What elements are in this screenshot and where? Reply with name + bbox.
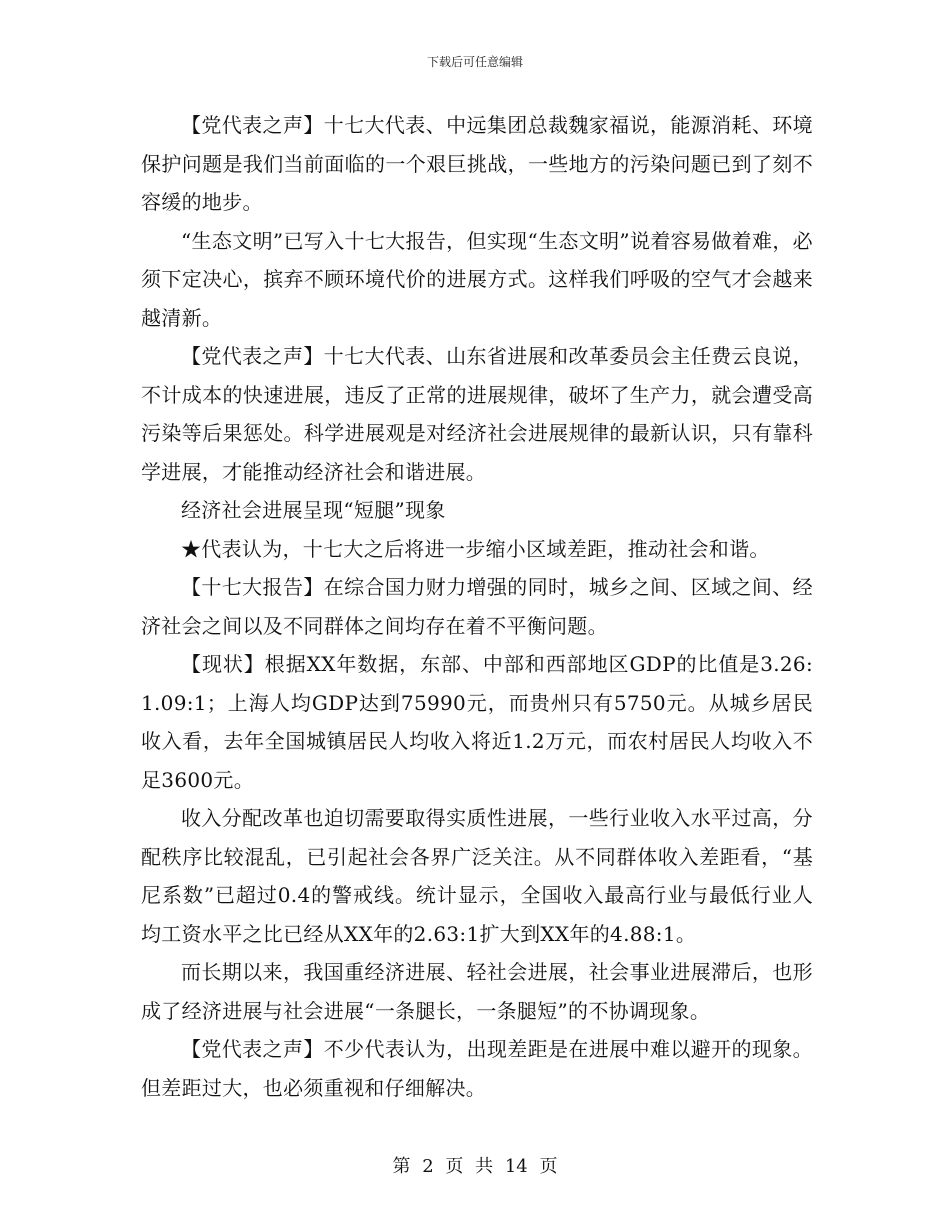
paragraph: ★代表认为，十七大之后将进一步缩小区域差距，推动社会和谐。 [181,536,770,561]
paragraph: 【十七大报告】在综合国力财力增强的同时，城乡之间、区域之间、经济社会之间以及不同群体之间均存在着不平衡问题。 [141,575,813,638]
paragraph: 【现状】根据XX年数据，东部、中部和西部地区GDP的比值是3.26:1.09:1；上海人均GDP达到75990元，而贵州只有5750元。从城乡居民收入看，去年全国城镇居民人均收入将近1.2万元，而农村居民人均收入不足3600元。 [141,652,813,792]
paragraph: 【党代表之声】十七大代表、山东省进展和改革委员会主任费云良说，不计成本的快速进展，违反了正常的进展规律，破坏了生产力，就会遭受高污染等后果惩处。科学进展观是对经济社会进展规律的最新认识，只有靠科学进展，才能推动经济社会和谐进展。 [141,344,813,484]
paragraph: 收入分配改革也迫切需要取得实质性进展，一些行业收入水平过高，分配秩序比较混乱，已引起社会各界广泛关注。从不同群体收入差距看，“基尼系数”已超过0.4的警戒线。统计显示，全国收入最高行业与最低行业人均工资水平之比已经从XX年的2.63:1扩大到XX年的4.88:1。 [141,806,813,946]
page-header: 下载后可任意编辑 [426,55,523,69]
section-heading: 经济社会进展呈现“短腿”现象 [181,498,446,522]
document-body [141,106,813,1107]
paragraph: 而长期以来，我国重经济进展、轻社会进展，社会事业进展滞后，也形成了经济进展与社会进展“一条腿长，一条腿短”的不协调现象。 [141,960,813,1023]
page-number-footer: 第 2 页 共 14 页 [392,1156,558,1177]
paragraph: “生态文明”已写入十七大报告，但实现“生态文明”说着容易做着难，必须下定决心，摈弃不顾环境代价的进展方式。这样我们呼吸的空气才会越来越清新。 [141,228,813,330]
paragraph: 【党代表之声】十七大代表、中远集团总裁魏家福说，能源消耗、环境保护问题是我们当前面临的一个艰巨挑战，一些地方的污染问题已到了刻不容缓的地步。 [141,113,813,214]
paragraph: 【党代表之声】不少代表认为，出现差距是在进展中难以避开的现象。但差距过大，也必须重视和仔细解决。 [141,1037,813,1100]
